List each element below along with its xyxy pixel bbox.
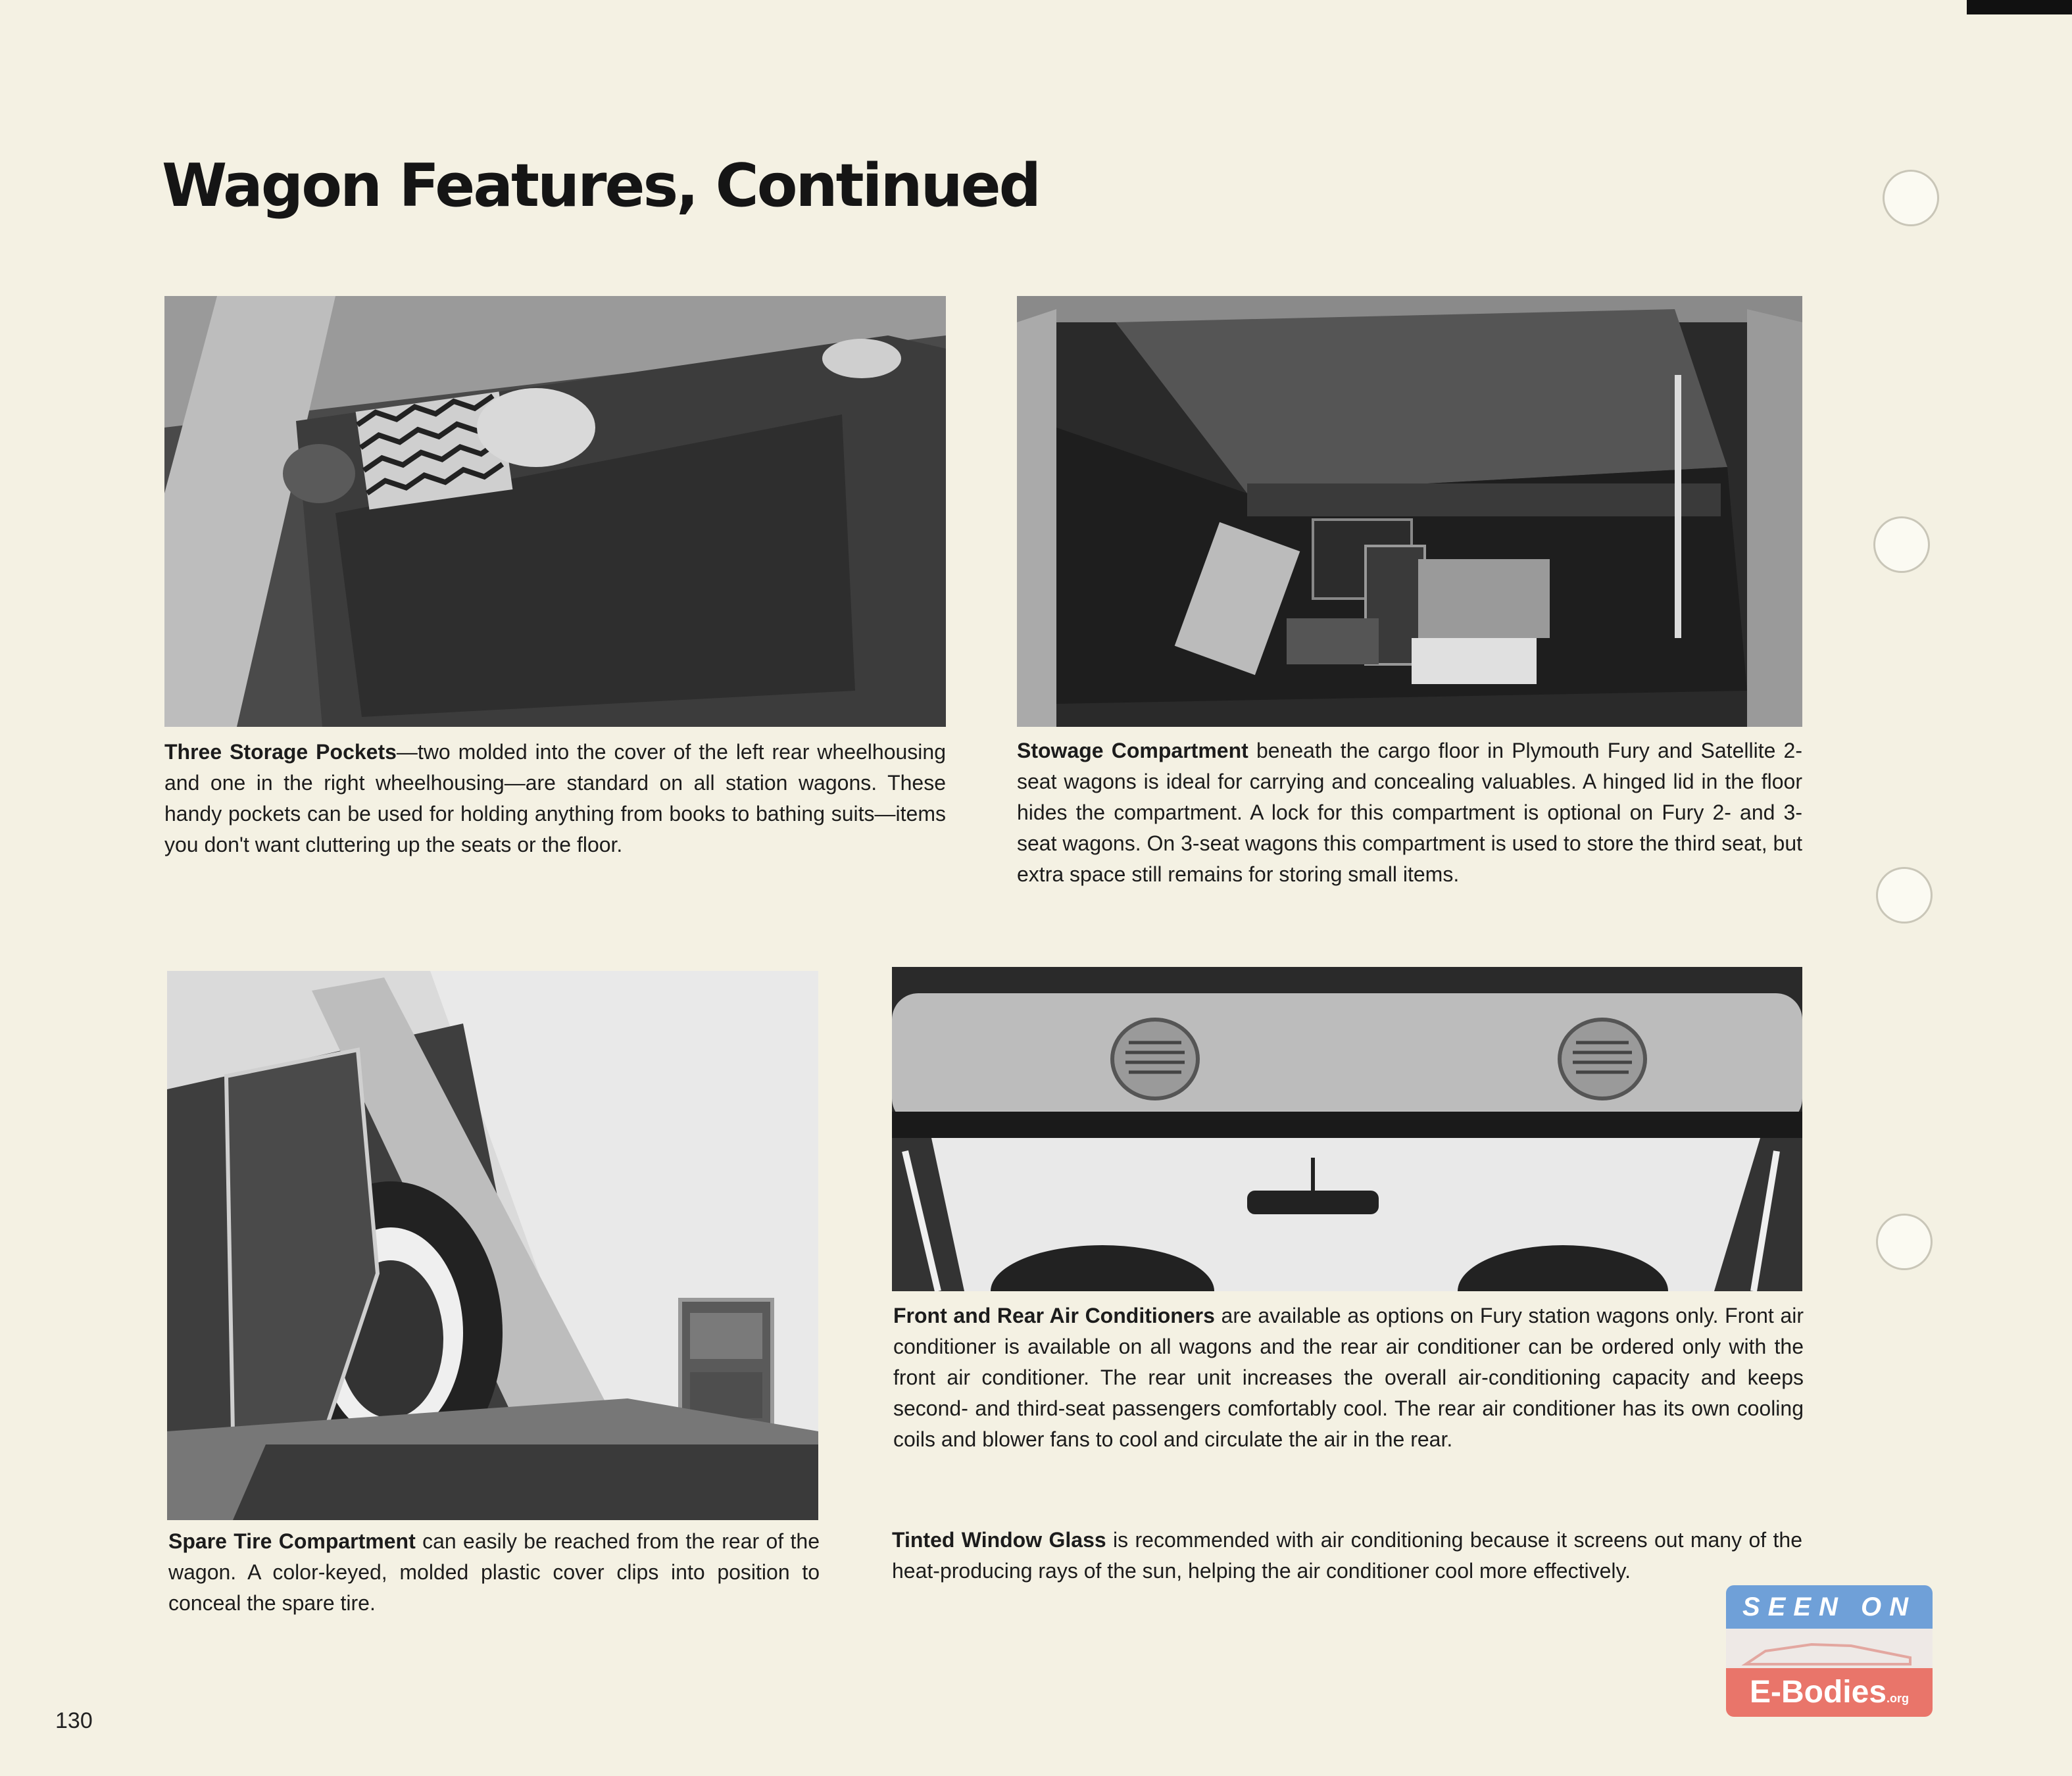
caption-heading: Front and Rear Air Conditioners xyxy=(893,1304,1215,1327)
caption-body: —two molded into the cover of the left rear wheelhousing and one in the right wheelhousing—are standard on all station wagons. These handy pockets can be used for holding anything from books to bathing suits—items you don't want cluttering up the seats or the floor. xyxy=(164,740,947,856)
watermark-top-text: SEEN ON xyxy=(1726,1585,1933,1629)
spare-tire-photo xyxy=(167,971,818,1520)
watermark-bottom xyxy=(1726,1668,1933,1717)
caption-heading: Tinted Window Glass xyxy=(892,1528,1106,1552)
caption-heading: Stowage Compartment xyxy=(1017,739,1248,762)
spare-tire-caption xyxy=(168,1526,820,1619)
tinted-glass-caption xyxy=(892,1525,1802,1587)
binder-hole xyxy=(1883,170,1939,226)
air-conditioner-caption xyxy=(893,1300,1804,1455)
watermark-bottom-text: E-Bodies xyxy=(1749,1675,1887,1710)
page-title: Wagon Features, Continued xyxy=(162,151,1040,220)
page-edge-bar xyxy=(1967,0,2072,14)
air-conditioner-photo xyxy=(892,967,1802,1291)
caption-body: beneath the cargo floor in Plymouth Fury and Satellite 2-seat wagons is ideal for carrying and concealing valuables. A hinged lid in the floor hides the compartment. A lock for this compartment is optional on Fury 2- and 3-seat wagons. On 3-seat wagons this compartment is used to store the third seat, but extra space still remains for storing small items. xyxy=(1017,739,1803,886)
caption-heading: Three Storage Pockets xyxy=(164,740,397,764)
storage-pockets-caption xyxy=(164,737,946,860)
caption-body: can easily be reached from the rear of the wagon. A color-keyed, molded plastic cover clips into position to conceal the spare tire. xyxy=(168,1529,820,1615)
caption-body: are available as options on Fury station wagons only. Front air conditioner is available on all wagons and the rear air conditioner can be ordered only with the front air conditioner. The rear unit increases the overall air-conditioning capacity and keeps second- and third-seat passengers comfortably cool. The rear air conditioner has its own cooling coils and blower fans to cool and circulate the air in the rear. xyxy=(893,1304,1804,1451)
car-silhouette-icon xyxy=(1739,1638,1917,1671)
binder-hole xyxy=(1876,1214,1933,1270)
caption-heading: Spare Tire Compartment xyxy=(168,1529,416,1553)
page-number: 130 xyxy=(55,1708,93,1733)
stowage-compartment-photo xyxy=(1017,296,1802,727)
stowage-compartment-caption xyxy=(1017,735,1802,890)
caption-body: is recommended with air conditioning because it screens out many of the heat-producing rays of the sun, helping the air conditioner cool more effectively. xyxy=(892,1528,1803,1583)
binder-hole xyxy=(1873,516,1930,573)
seen-on-ebodies-watermark xyxy=(1726,1585,1933,1717)
binder-hole xyxy=(1876,867,1933,924)
storage-pockets-photo xyxy=(164,296,946,727)
watermark-suffix: .org xyxy=(1887,1692,1910,1705)
